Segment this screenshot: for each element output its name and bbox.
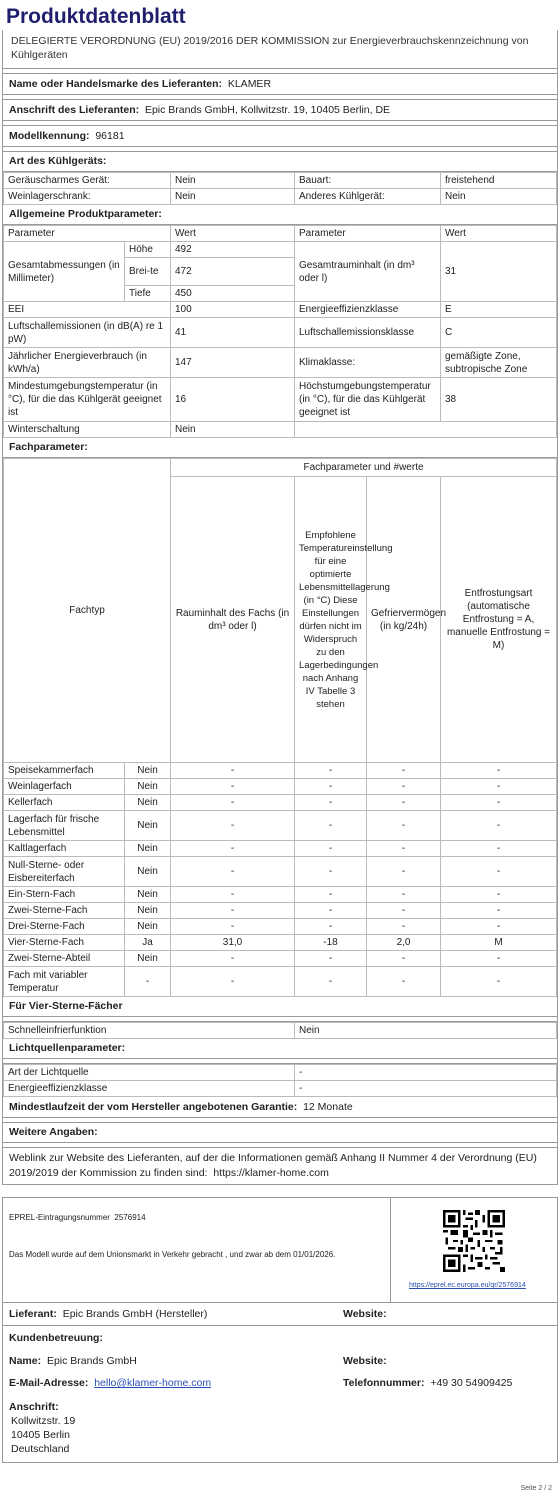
eprel-qr-link[interactable]: https://eprel.ec.europa.eu/qr/2576914 — [409, 1282, 526, 1289]
compartments-table — [3, 458, 557, 997]
compartment-temperature: - — [295, 887, 367, 903]
compartment-temperature: - — [295, 967, 367, 997]
light-source-label: Art der Lichtquelle — [4, 1065, 295, 1081]
compartment-present: Nein — [125, 841, 171, 857]
compartment-temperature: - — [295, 841, 367, 857]
param-cell: EEI — [4, 302, 171, 318]
compartment-temperature: - — [295, 779, 367, 795]
compartment-temperature: - — [295, 795, 367, 811]
compartment-defrost: M — [441, 935, 557, 951]
compartment-freezing: - — [367, 887, 441, 903]
dimensions-label: Gesamtabmessungen (in Millimeter) — [4, 242, 125, 302]
param-cell: Luftschallemissionen (in dB(A) re 1 pW) — [4, 318, 171, 348]
weblink-text: Weblink zur Website des Lieferanten, auf der die Informationen gemäß Anhang II Nummer 4 der Verordnung (EU) 2019/2019 der Kommission zu finden sind: — [9, 1152, 537, 1179]
param-cell: Mindestumgebungstemperatur (in °C), für die das Kühlgerät geeignet ist — [4, 378, 171, 422]
compartment-freezing: - — [367, 903, 441, 919]
compartment-volume: - — [171, 887, 295, 903]
compartment-row — [4, 857, 557, 887]
more-info-title: Weitere Angaben: — [3, 1123, 557, 1143]
compartments-section-title: Fachparameter: — [3, 438, 557, 458]
header-cell: Wert — [441, 226, 557, 242]
contact-supplier-label: Lieferant: — [9, 1308, 57, 1320]
compartment-temperature: - — [295, 811, 367, 841]
compartment-row — [4, 811, 557, 841]
service-name-value: Epic Brands GmbH — [46, 1355, 137, 1367]
compartment-name: Kellerfach — [4, 795, 125, 811]
compartment-temperature: - — [295, 857, 367, 887]
compartment-freezing: - — [367, 795, 441, 811]
address-value: Epic Brands GmbH, Kollwitzstr. 19, 10405 Berlin, DE — [144, 104, 391, 116]
compartment-freezing: - — [367, 763, 441, 779]
compartment-freezing: - — [367, 857, 441, 887]
four-star-table — [3, 1022, 557, 1039]
general-table — [3, 225, 557, 438]
compartment-row — [4, 763, 557, 779]
eprel-info — [3, 1198, 390, 1302]
compartment-volume: - — [171, 967, 295, 997]
compartment-defrost: - — [441, 919, 557, 935]
type-cell: Weinlagerschrank: — [4, 189, 171, 205]
type-cell: Nein — [441, 189, 557, 205]
warranty-label: Mindestlaufzeit der vom Hersteller angebotenen Garantie: — [9, 1101, 298, 1113]
type-cell: Geräuscharmes Gerät: — [4, 173, 171, 189]
compartment-freezing: - — [367, 811, 441, 841]
compartment-volume: - — [171, 841, 295, 857]
type-cell: Bauart: — [295, 173, 441, 189]
param-cell: Höchstumgebungstemperatur (in °C), für die das Kühlgerät geeignet ist — [295, 378, 441, 422]
empty-cell — [295, 422, 557, 438]
contact-website-label: Website: — [343, 1308, 387, 1320]
compartment-freezing: - — [367, 779, 441, 795]
col-temperature-header: Empfohlene Temperatureinstellung für eine optimierte Lebensmittellagerung (in °C) Diese Einstellungen dürfen nicht im Widerspruch zu den Lagerbedingungen nach Anhang IV Tabelle 3 stehen — [295, 477, 367, 763]
dimension-name: Tiefe — [125, 286, 171, 302]
qr-code-icon[interactable] — [443, 1210, 505, 1272]
compartment-type-header: Fachtyp — [4, 459, 171, 763]
address-line: 10405 Berlin — [11, 1429, 70, 1441]
type-cell: Anderes Kühlgerät: — [295, 189, 441, 205]
param-cell: Winterschaltung — [4, 422, 171, 438]
compartment-defrost: - — [441, 951, 557, 967]
contact-address — [9, 1414, 551, 1456]
dimension-name: Höhe — [125, 242, 171, 258]
service-website-label: Website: — [343, 1355, 387, 1367]
compartment-present: Nein — [125, 779, 171, 795]
header-cell: Wert — [171, 226, 295, 242]
type-section-title: Art des Kühlgeräts: — [3, 152, 557, 172]
type-table — [3, 172, 557, 205]
header-cell: Parameter — [295, 226, 441, 242]
compartment-defrost: - — [441, 795, 557, 811]
model-label: Modellkennung: — [9, 130, 90, 142]
compartment-name: Fach mit variabler Temperatur — [4, 967, 125, 997]
col-defrost-header: Entfrostungsart (automatische Entfrostung = A, manuelle Entfrostung = M) — [441, 477, 557, 763]
supplier-contact-row — [3, 1303, 557, 1326]
volume-label: Gesamtrauminhalt (in dm³ oder l) — [295, 242, 441, 302]
page-title: Produktdatenblatt — [6, 5, 186, 28]
customer-service-title: Kundenbetreuung: — [9, 1332, 103, 1344]
compartment-defrost: - — [441, 779, 557, 795]
market-date-text: Das Modell wurde auf dem Unionsmarkt in Verkehr gebracht , und zwar ab dem 01/01/2026. — [9, 1250, 336, 1259]
compartment-name: Zwei-Sterne-Abteil — [4, 951, 125, 967]
quick-freeze-value: Nein — [295, 1023, 557, 1039]
supplier-label: Name oder Handelsmarke des Lieferanten: — [9, 78, 222, 90]
dimension-value: 472 — [171, 258, 295, 286]
dimension-value: 450 — [171, 286, 295, 302]
compartment-temperature: - — [295, 951, 367, 967]
type-cell: Nein — [171, 189, 295, 205]
compartment-volume: - — [171, 811, 295, 841]
compartment-defrost: - — [441, 903, 557, 919]
compartment-temperature: -18 — [295, 935, 367, 951]
eprel-box — [2, 1197, 558, 1463]
param-value: 100 — [171, 302, 295, 318]
compartment-volume: - — [171, 795, 295, 811]
compartment-freezing: - — [367, 951, 441, 967]
compartment-present: Nein — [125, 763, 171, 779]
compartment-present: Nein — [125, 857, 171, 887]
param-cell: Jährlicher Energieverbrauch (in kWh/a) — [4, 348, 171, 378]
light-class-label: Energieeffizienzklasse — [4, 1081, 295, 1097]
compartment-present: Nein — [125, 887, 171, 903]
quick-freeze-label: Schnelleinfrierfunktion — [4, 1023, 295, 1039]
compartment-defrost: - — [441, 857, 557, 887]
compartment-present: Nein — [125, 919, 171, 935]
compartment-name: Null-Sterne- oder Eisbereiterfach — [4, 857, 125, 887]
light-section-title: Lichtquellenparameter: — [3, 1039, 557, 1059]
param-value: Nein — [171, 422, 295, 438]
compartment-row — [4, 951, 557, 967]
compartment-name: Lagerfach für frische Lebensmittel — [4, 811, 125, 841]
compartment-present: Nein — [125, 811, 171, 841]
param-cell: Luftschallemissionsklasse — [295, 318, 441, 348]
email-label: E-Mail-Adresse: — [9, 1377, 89, 1389]
param-value: gemäßigte Zone, subtropische Zone — [441, 348, 557, 378]
contact-supplier-value: Epic Brands GmbH (Hersteller) — [62, 1308, 208, 1320]
model-row — [3, 126, 557, 147]
compartment-name: Speisekammerfach — [4, 763, 125, 779]
compartment-temperature: - — [295, 919, 367, 935]
warranty-row — [3, 1097, 557, 1118]
service-name-label: Name: — [9, 1355, 42, 1367]
dimension-value: 492 — [171, 242, 295, 258]
compartment-present: Nein — [125, 795, 171, 811]
param-value: 41 — [171, 318, 295, 348]
phone-label: Telefonnummer: — [343, 1377, 425, 1389]
param-value: C — [441, 318, 557, 348]
page-number: Seite 2 / 2 — [520, 1485, 552, 1492]
col-volume-header: Rauminhalt des Fachs (in dm³ oder l) — [171, 477, 295, 763]
compartment-row — [4, 779, 557, 795]
compartment-volume: - — [171, 763, 295, 779]
type-cell: freistehend — [441, 173, 557, 189]
compartment-name: Vier-Sterne-Fach — [4, 935, 125, 951]
type-cell: Nein — [171, 173, 295, 189]
compartment-volume: 31,0 — [171, 935, 295, 951]
compartment-temperature: - — [295, 903, 367, 919]
light-class-value: - — [295, 1081, 557, 1097]
param-value: 147 — [171, 348, 295, 378]
compartment-row — [4, 967, 557, 997]
param-value: 16 — [171, 378, 295, 422]
customer-service-block — [3, 1326, 557, 1462]
compartment-group-header: Fachparameter und #werte — [171, 459, 557, 477]
service-name-row — [9, 1354, 551, 1368]
qr-panel — [390, 1198, 557, 1302]
supplier-value: KLAMER — [227, 78, 272, 90]
compartment-temperature: - — [295, 763, 367, 779]
compartment-freezing: - — [367, 967, 441, 997]
eprel-reg-label: EPREL-Eintragungsnummer — [9, 1213, 110, 1222]
address-line: Kollwitzstr. 19 — [11, 1415, 76, 1427]
compartment-volume: - — [171, 903, 295, 919]
compartment-row — [4, 795, 557, 811]
light-table — [3, 1064, 557, 1097]
param-value: 38 — [441, 378, 557, 422]
compartment-volume: - — [171, 857, 295, 887]
compartment-freezing: 2,0 — [367, 935, 441, 951]
param-value: E — [441, 302, 557, 318]
compartment-volume: - — [171, 951, 295, 967]
address-label: Anschrift des Lieferanten: — [9, 104, 140, 116]
compartment-name: Drei-Sterne-Fach — [4, 919, 125, 935]
compartment-defrost: - — [441, 887, 557, 903]
compartment-row — [4, 935, 557, 951]
address-line: Deutschland — [11, 1443, 70, 1455]
compartment-present: Ja — [125, 935, 171, 951]
compartment-freezing: - — [367, 841, 441, 857]
light-source-value: - — [295, 1065, 557, 1081]
compartment-volume: - — [171, 919, 295, 935]
dimension-name: Brei-te — [125, 258, 171, 286]
compartment-defrost: - — [441, 763, 557, 779]
regulation-subtitle: DELEGIERTE VERORDNUNG (EU) 2019/2016 DER KOMMISSION zur Energieverbrauchskennzeichnung von Kühlgeräten — [3, 30, 557, 69]
param-cell: Energieeffizienzklasse — [295, 302, 441, 318]
compartment-defrost: - — [441, 967, 557, 997]
compartment-defrost: - — [441, 811, 557, 841]
contact-address-label: Anschrift: — [9, 1401, 59, 1413]
header-cell: Parameter — [4, 226, 171, 242]
compartment-present: - — [125, 967, 171, 997]
address-row — [3, 100, 557, 121]
supplier-row — [3, 74, 557, 95]
compartment-present: Nein — [125, 903, 171, 919]
compartment-row — [4, 919, 557, 935]
service-email-row — [9, 1376, 551, 1390]
compartment-name: Ein-Stern-Fach — [4, 887, 125, 903]
email-link[interactable]: hello@klamer-home.com — [94, 1377, 212, 1389]
sheet-frame — [2, 30, 558, 1185]
compartment-freezing: - — [367, 919, 441, 935]
supplier-website-link[interactable]: https://klamer-home.com — [213, 1167, 329, 1179]
compartment-row — [4, 841, 557, 857]
compartment-name: Zwei-Sterne-Fach — [4, 903, 125, 919]
param-cell: Klimaklasse: — [295, 348, 441, 378]
model-value: 96181 — [95, 130, 125, 142]
volume-value: 31 — [441, 242, 557, 302]
col-freezing-header: Gefriervermögen (in kg/24h) — [367, 477, 441, 763]
compartment-volume: - — [171, 779, 295, 795]
compartment-present: Nein — [125, 951, 171, 967]
compartment-defrost: - — [441, 841, 557, 857]
compartment-name: Kaltlagerfach — [4, 841, 125, 857]
compartment-name: Weinlagerfach — [4, 779, 125, 795]
compartment-row — [4, 903, 557, 919]
compartment-row — [4, 887, 557, 903]
more-info-text — [3, 1148, 557, 1185]
eprel-section — [3, 1198, 557, 1303]
warranty-value: 12 Monate — [303, 1101, 353, 1113]
eprel-reg-value: 2576914 — [114, 1213, 146, 1222]
general-section-title: Allgemeine Produktparameter: — [3, 205, 557, 225]
four-star-title: Für Vier-Sterne-Fächer — [3, 997, 557, 1017]
phone-value: +49 30 54909425 — [430, 1377, 513, 1389]
